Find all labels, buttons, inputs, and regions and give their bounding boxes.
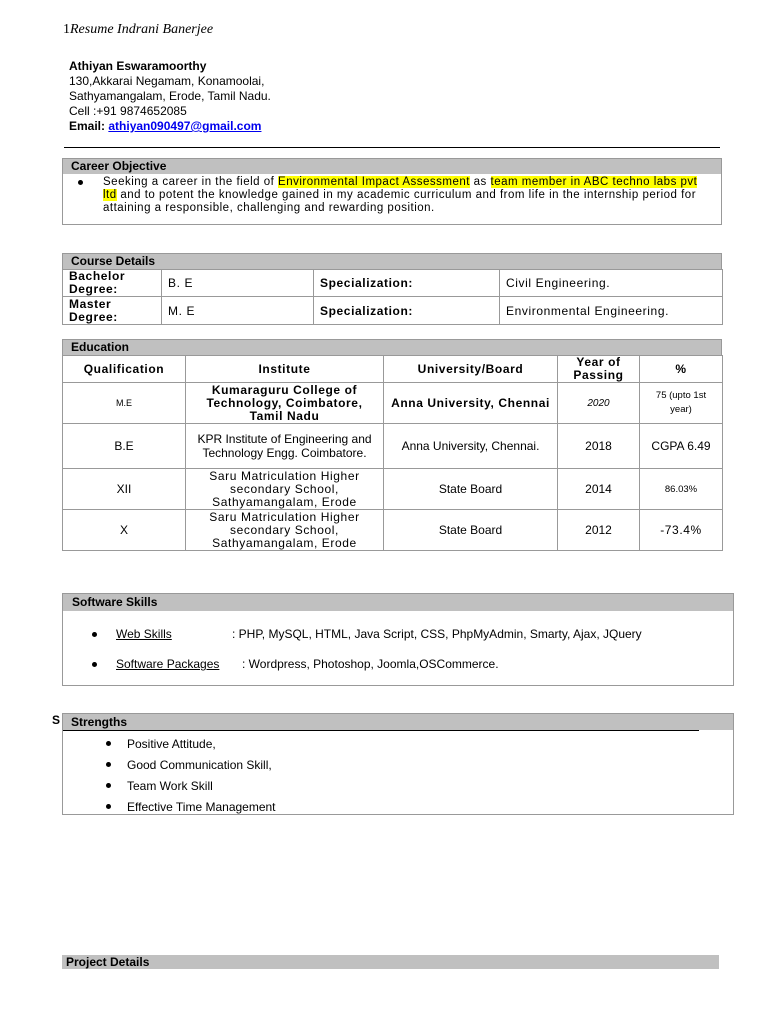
year-cell: 2012 [558, 510, 640, 551]
list-item [116, 657, 499, 671]
list-item: Positive Attitude, [127, 737, 216, 751]
education-section [62, 339, 722, 551]
highlight-field: Environmental Impact Assessment [278, 176, 470, 188]
column-header: Institute [186, 356, 384, 383]
table-row [63, 424, 723, 469]
column-header: Qualification [63, 356, 186, 383]
email-link[interactable]: athiyan090497@gmail.com [108, 119, 262, 133]
column-header: % [640, 356, 723, 383]
specialization-value: Civil Engineering. [500, 270, 723, 297]
address-line-1: 130,Akkarai Negamam, Konamoolai, [69, 74, 265, 88]
percent-cell: 86.03% [640, 469, 723, 510]
contact-block [69, 59, 271, 134]
year-cell: 2020 [558, 383, 640, 424]
strengths-section [62, 713, 734, 815]
address-line-2: Sathyamangalam, Erode, Tamil Nadu. [69, 89, 271, 103]
percent-cell: 75 (upto 1st year) [640, 383, 723, 424]
table-row [63, 469, 723, 510]
course-details-heading: Course Details [62, 253, 722, 269]
education-table [62, 355, 723, 551]
column-header: Year of Passing [558, 356, 640, 383]
software-skills-heading: Software Skills [63, 594, 733, 611]
course-details-table [62, 269, 723, 325]
course-row [63, 297, 723, 325]
resume-title: Resume Indrani Banerjee [70, 22, 214, 37]
cell-number: Cell :+91 9874652085 [69, 104, 187, 118]
document-title [63, 22, 213, 38]
qualification-cell: B.E [63, 424, 186, 469]
skill-label: Web Skills [116, 627, 172, 641]
strengths-heading: Strengths [63, 714, 733, 730]
education-heading: Education [62, 339, 722, 355]
specialization-value: Environmental Engineering. [500, 297, 723, 325]
institute-cell: Saru Matriculation Higher secondary School, Sathyamangalam, Erode [186, 469, 384, 510]
table-row [63, 510, 723, 551]
highlight-role: team member in ABC techno labs pvt ltd [103, 176, 698, 201]
institute-cell: Saru Matriculation Higher secondary School, Sathyamangalam, Erode [186, 510, 384, 551]
board-cell: State Board [384, 510, 558, 551]
bullet-icon [106, 783, 111, 788]
percent-cell: CGPA 6.49 [640, 424, 723, 469]
bullet-icon [92, 662, 97, 667]
institute-cell: KPR Institute of Engineering and Technology Engg. Coimbatore. [186, 424, 384, 469]
list-item [116, 627, 642, 641]
year-cell: 2018 [558, 424, 640, 469]
strengths-prefix: S [52, 713, 61, 727]
year-cell: 2014 [558, 469, 640, 510]
candidate-name: Athiyan Eswaramoorthy [69, 59, 207, 73]
email-label: Email: [69, 119, 106, 133]
project-details-heading: Project Details [62, 955, 719, 969]
career-objective-heading: Career Objective [63, 159, 721, 174]
degree-value: M. E [162, 297, 314, 325]
percent-cell: -73.4% [640, 510, 723, 551]
course-row [63, 270, 723, 297]
degree-label: Bachelor Degree: [63, 270, 162, 297]
specialization-label: Specialization: [314, 270, 500, 297]
bullet-icon [92, 632, 97, 637]
degree-label: Master Degree: [63, 297, 162, 325]
qualification-cell: XII [63, 469, 186, 510]
board-cell: Anna University, Chennai [384, 383, 558, 424]
software-skills-section [62, 593, 734, 686]
list-item: Team Work Skill [127, 779, 213, 793]
institute-cell: Kumaraguru College of Technology, Coimbatore, Tamil Nadu [186, 383, 384, 424]
list-item: Good Communication Skill, [127, 758, 272, 772]
bullet-icon [106, 804, 111, 809]
career-objective-section [62, 158, 722, 225]
education-header-row [63, 356, 723, 383]
course-details-section [62, 253, 722, 325]
bullet-icon [106, 762, 111, 767]
skill-value: : PHP, MySQL, HTML, Java Script, CSS, PhpMyAdmin, Smarty, Ajax, JQuery [232, 627, 642, 641]
board-cell: Anna University, Chennai. [384, 424, 558, 469]
column-header: University/Board [384, 356, 558, 383]
bullet-icon [78, 180, 83, 185]
list-item: Effective Time Management [127, 800, 276, 814]
specialization-label: Specialization: [314, 297, 500, 325]
page-number: 1 [63, 22, 70, 37]
skill-label: Software Packages [116, 657, 220, 671]
board-cell: State Board [384, 469, 558, 510]
header-divider [64, 147, 720, 148]
skill-value: : Wordpress, Photoshop, Joomla,OSCommerce. [242, 657, 499, 671]
career-objective-text: Seeking a career in the field of Environmental Impact Assessment as team member in ABC techno labs pvt ltd and to potent the knowledge gained in my academic curriculum and from life in the internship period for attaining a responsible, challenging and rewarding position. [63, 174, 721, 219]
qualification-cell: X [63, 510, 186, 551]
table-row [63, 383, 723, 424]
email-row [69, 119, 271, 134]
qualification-cell: M.E [63, 383, 186, 424]
bullet-icon [106, 741, 111, 746]
degree-value: B. E [162, 270, 314, 297]
strengths-divider [63, 730, 699, 731]
